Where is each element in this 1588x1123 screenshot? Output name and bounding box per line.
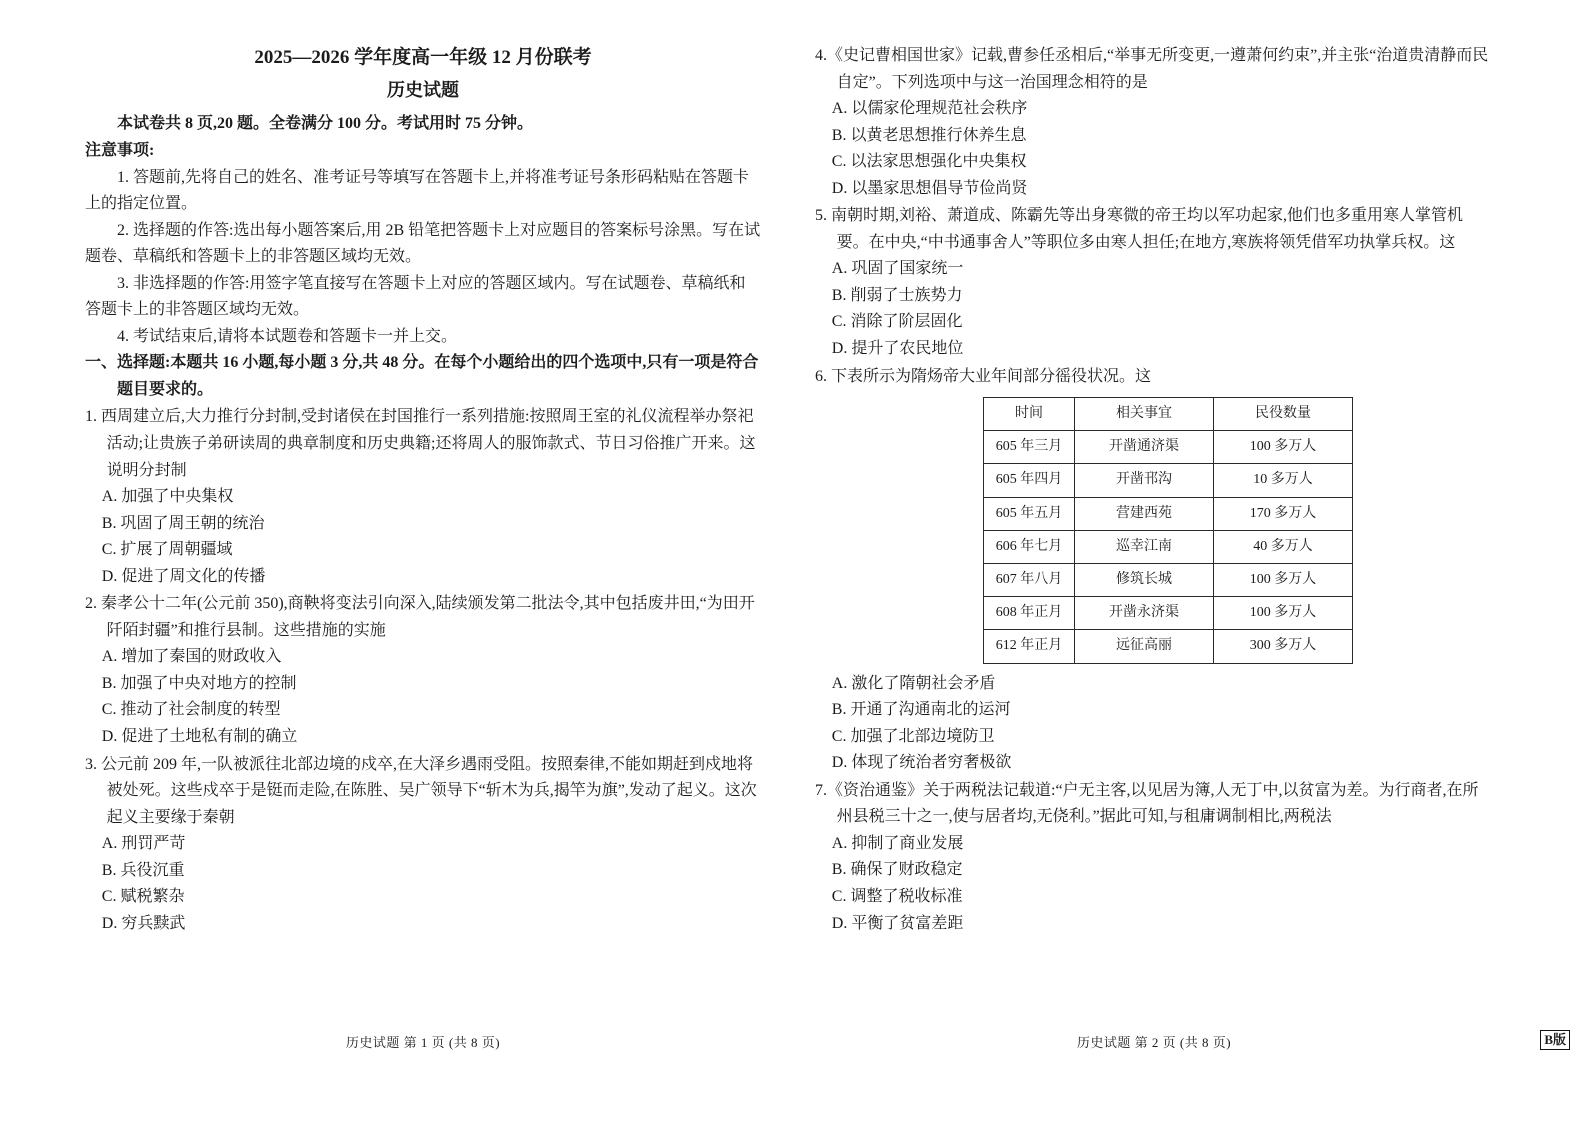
question-6-option-c: C. 加强了北部边境防卫	[831, 727, 995, 745]
table-row	[984, 597, 1353, 630]
question-4-option-b: B. 以黄老思想推行休养生息	[831, 126, 1027, 144]
notice-item-4: 4. 考试结束后,请将本试题卷和答题卡一并上交。	[117, 327, 458, 345]
question-7-option-b: B. 确保了财政稳定	[831, 861, 963, 879]
question-6-stem: 6. 下表所示为隋炀帝大业年间部分徭役状况。这	[815, 367, 1152, 385]
question-5	[815, 203, 1493, 362]
notice-item-3: 3. 非选择题的作答:用签字笔直接写在答题卡上对应的答题区域内。写在试题卷、草稿纸和答题卡上的非答题区域均无效。	[85, 274, 746, 319]
question-4	[815, 43, 1493, 202]
question-4-option-c: C. 以法家思想强化中央集权	[831, 153, 1027, 171]
page-1-footer: 历史试题 第 1 页 (共 8 页)	[345, 1035, 501, 1050]
question-6-option-b: B. 开通了沟通南北的运河	[831, 701, 1011, 719]
question-7	[815, 778, 1493, 937]
exam-page-2	[815, 42, 1493, 937]
question-7-option-a: A. 抑制了商业发展	[831, 834, 964, 852]
question-5-option-b: B. 削弱了士族势力	[831, 286, 963, 304]
table-row	[984, 530, 1353, 563]
cell-time: 605 年三月	[984, 431, 1075, 464]
question-6	[815, 364, 1493, 777]
cell-event: 开凿通济渠	[1075, 431, 1214, 464]
question-3-option-b: B. 兵役沉重	[101, 861, 185, 879]
question-7-stem: 7.《资治通鉴》关于两税法记载道:“户无主客,以见居为簿,人无丁中,以贫富为差。为行商者,在所州县税三十之一,使与居者均,无侥利。”据此可知,与租庸调制相比,两税法	[815, 781, 1479, 826]
cell-event: 开凿邗沟	[1075, 464, 1214, 497]
cell-event: 远征高丽	[1075, 630, 1214, 663]
cell-count: 170 多万人	[1214, 497, 1353, 530]
page-2-footer: 历史试题 第 2 页 (共 8 页)	[1076, 1035, 1232, 1050]
cell-count: 10 多万人	[1214, 464, 1353, 497]
question-6-option-a: A. 激化了隋朝社会矛盾	[831, 674, 996, 692]
exam-page-1	[85, 42, 761, 937]
table-row	[984, 564, 1353, 597]
question-3	[85, 752, 761, 938]
question-4-option-d: D. 以墨家思想倡导节俭尚贤	[831, 179, 1028, 197]
question-2-option-a: A. 增加了秦国的财政收入	[101, 648, 282, 666]
question-4-option-a: A. 以儒家伦理规范社会秩序	[831, 100, 1028, 118]
question-1-option-d: D. 促进了周文化的传播	[101, 567, 266, 585]
question-1-option-b: B. 巩固了周王朝的统治	[101, 514, 265, 532]
question-5-option-d: D. 提升了农民地位	[831, 340, 964, 358]
cell-time: 608 年正月	[984, 597, 1075, 630]
question-2	[85, 591, 761, 750]
question-1-option-c: C. 扩展了周朝疆域	[101, 541, 233, 559]
question-3-option-c: C. 赋税繁杂	[101, 888, 185, 906]
cell-event: 营建西苑	[1075, 497, 1214, 530]
question-7-option-c: C. 调整了税收标准	[831, 887, 963, 905]
table-header-row	[984, 398, 1353, 431]
cell-time: 612 年正月	[984, 630, 1075, 663]
corvee-table	[983, 397, 1353, 664]
question-1	[85, 404, 761, 590]
cell-count: 100 多万人	[1214, 597, 1353, 630]
question-3-stem: 3. 公元前 209 年,一队被派往北部边境的戍卒,在大泽乡遇雨受阻。按照秦律,不能如期赶到戍地将被处死。这些戍卒于是铤而走险,在陈胜、吴广领导下“斩木为兵,揭竿为旗”,发动了起义。这次起义主要缘于秦朝	[85, 755, 757, 826]
question-3-option-d: D. 穷兵黩武	[101, 914, 186, 932]
cell-event: 开凿永济渠	[1075, 597, 1214, 630]
section-1-header: 一、选择题:本题共 16 小题,每小题 3 分,共 48 分。在每个小题给出的四个选项中,只有一项是符合题目要求的。	[85, 354, 759, 398]
cell-count: 40 多万人	[1214, 530, 1353, 563]
notice-item-2: 2. 选择题的作答:选出每小题答案后,用 2B 铅笔把答题卡上对应题目的答案标号涂黑。写在试题卷、草稿纸和答题卡上的非答题区域均无效。	[85, 221, 761, 266]
cell-time: 606 年七月	[984, 530, 1075, 563]
cell-event: 修筑长城	[1075, 564, 1214, 597]
cell-event: 巡幸江南	[1075, 530, 1214, 563]
cell-time: 605 年四月	[984, 464, 1075, 497]
cell-time: 605 年五月	[984, 497, 1075, 530]
cell-count: 300 多万人	[1214, 630, 1353, 663]
question-2-option-d: D. 促进了土地私有制的确立	[101, 727, 298, 745]
question-4-stem: 4.《史记曹相国世家》记载,曹参任丞相后,“举事无所变更,一遵萧何约束”,并主张“治道贵清静而民自定”。下列选项中与这一治国理念相符的是	[815, 47, 1489, 91]
cell-time: 607 年八月	[984, 564, 1075, 597]
question-1-option-a: A. 加强了中央集权	[101, 488, 234, 506]
exam-subject: 历史试题	[387, 79, 459, 100]
exam-title: 2025—2026 学年度高一年级 12 月份联考	[254, 47, 592, 68]
table-row	[984, 464, 1353, 497]
table-header-count: 民役数量	[1214, 398, 1353, 431]
table-row	[984, 497, 1353, 530]
question-2-option-b: B. 加强了中央对地方的控制	[101, 674, 297, 692]
question-2-option-c: C. 推动了社会制度的转型	[101, 701, 281, 719]
notice-item-1: 1. 答题前,先将自己的姓名、准考证号等填写在答题卡上,并将准考证号条形码粘贴在答题卡上的指定位置。	[85, 168, 750, 213]
exam-intro: 本试卷共 8 页,20 题。全卷满分 100 分。考试用时 75 分钟。	[117, 115, 534, 133]
table-header-event: 相关事宜	[1075, 398, 1214, 431]
cell-count: 100 多万人	[1214, 431, 1353, 464]
question-6-option-d: D. 体现了统治者穷奢极欲	[831, 754, 1012, 772]
question-5-option-c: C. 消除了阶层固化	[831, 313, 963, 331]
version-badge: B版	[1540, 1030, 1570, 1050]
question-5-option-a: A. 巩固了国家统一	[831, 260, 964, 278]
question-5-stem: 5. 南朝时期,刘裕、萧道成、陈霸先等出身寒微的帝王均以军功起家,他们也多重用寒人掌管机要。在中央,“中书通事舍人”等职位多由寒人担任;在地方,寒族将领凭借军功执掌兵权。这	[815, 207, 1464, 251]
cell-count: 100 多万人	[1214, 564, 1353, 597]
question-3-option-a: A. 刑罚严苛	[101, 835, 186, 853]
question-2-stem: 2. 秦孝公十二年(公元前 350),商鞅将变法引向深入,陆续颁发第二批法令,其中包括废井田,“为田开阡陌封疆”和推行县制。这些措施的实施	[85, 595, 755, 639]
table-row	[984, 431, 1353, 464]
table-header-time: 时间	[984, 398, 1075, 431]
table-row	[984, 630, 1353, 663]
question-7-option-d: D. 平衡了贫富差距	[831, 914, 964, 932]
notice-header: 注意事项:	[85, 141, 155, 159]
question-1-stem: 1. 西周建立后,大力推行分封制,受封诸侯在封国推行一系列措施:按照周王室的礼仪流程举办祭祀活动;让贵族子弟研读周的典章制度和历史典籍;还将周人的服饰款式、节日习俗推广开来。这说明分封制	[85, 408, 756, 479]
